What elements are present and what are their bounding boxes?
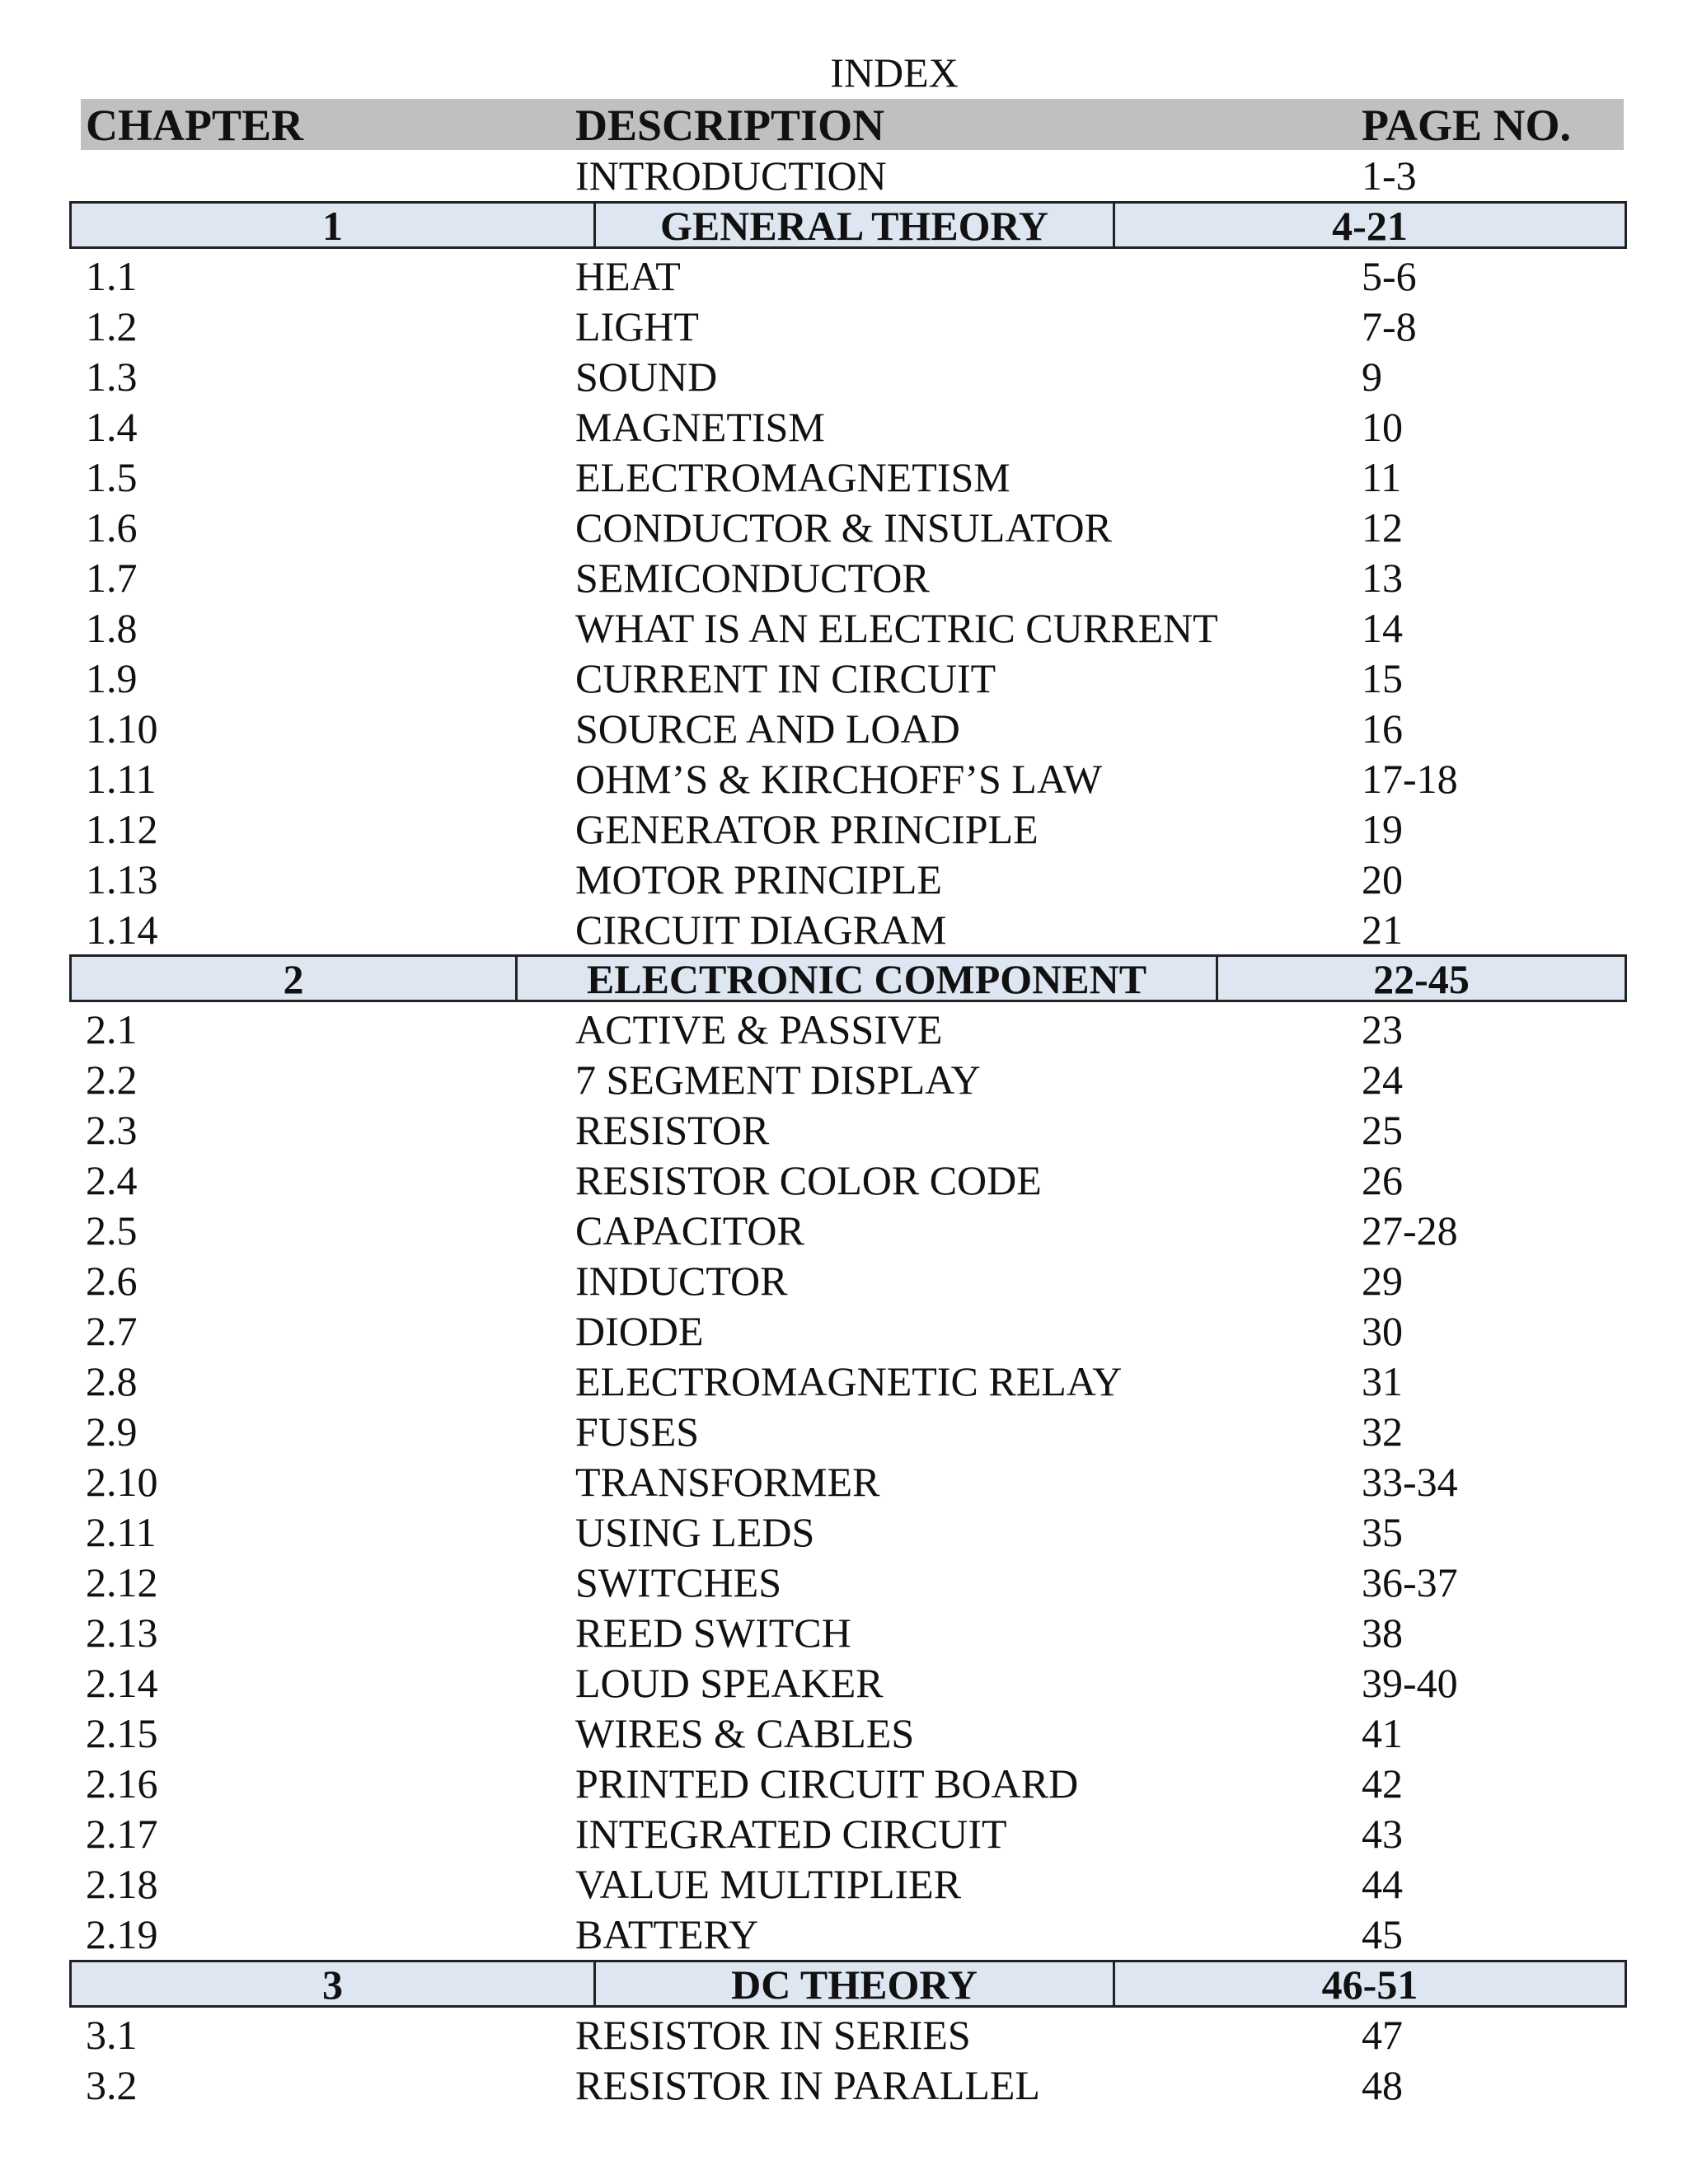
section-number: 2.14: [86, 1660, 158, 1706]
section-row: [0, 553, 1688, 603]
section-title: CIRCUIT DIAGRAM: [575, 907, 947, 953]
section-number: 2.2: [86, 1057, 138, 1103]
section-page: 13: [1362, 555, 1403, 601]
section-number: 2.9: [86, 1408, 138, 1455]
header-page-no: PAGE NO.: [1362, 101, 1571, 150]
section-row: [0, 1055, 1688, 1105]
section-row: [0, 654, 1688, 704]
section-page: 27-28: [1362, 1207, 1458, 1254]
chapter-pages: 22-45: [1373, 956, 1470, 1002]
section-page: 35: [1362, 1509, 1403, 1555]
section-row: [0, 603, 1688, 654]
section-number: 2.19: [86, 1911, 158, 1957]
section-page: 24: [1362, 1057, 1403, 1103]
chapter-title: GENERAL THEORY: [659, 203, 1049, 249]
chapter-pages: 4-21: [1332, 203, 1408, 249]
section-number: 1.6: [86, 504, 138, 551]
section-page: 33-34: [1362, 1459, 1458, 1505]
section-title: OHM’S & KIRCHOFF’S LAW: [575, 756, 1103, 802]
section-page: 15: [1362, 655, 1403, 701]
header-description: DESCRIPTION: [575, 101, 885, 150]
section-title: RESISTOR IN PARALLEL: [575, 2062, 1040, 2108]
section-row: [0, 1155, 1688, 1206]
section-number: 1.5: [86, 454, 138, 500]
section-title: DIODE: [575, 1308, 704, 1354]
section-page: 20: [1362, 856, 1403, 902]
section-title: FUSES: [575, 1408, 700, 1455]
section-row: [0, 503, 1688, 553]
section-row: [0, 251, 1688, 302]
section-number: 2.11: [86, 1509, 157, 1555]
section-title: SOUND: [575, 354, 718, 400]
page-title: INDEX: [830, 49, 959, 96]
section-title: REED SWITCH: [575, 1610, 851, 1656]
section-title: CURRENT IN CIRCUIT: [575, 655, 996, 701]
section-page: 25: [1362, 1107, 1403, 1153]
section-page: 17-18: [1362, 756, 1458, 802]
section-title: INTEGRATED CIRCUIT: [575, 1811, 1007, 1857]
section-page: 23: [1362, 1006, 1403, 1052]
section-title: RESISTOR: [575, 1107, 770, 1153]
chapter-title: ELECTRONIC COMPONENT: [586, 956, 1147, 1002]
section-page: 47: [1362, 2012, 1403, 2058]
section-page: 29: [1362, 1258, 1403, 1304]
section-row: [0, 804, 1688, 855]
section-row: [0, 704, 1688, 754]
header-chapter: CHAPTER: [86, 101, 304, 150]
section-title: TRANSFORMER: [575, 1459, 880, 1505]
section-title: RESISTOR IN SERIES: [575, 2012, 971, 2058]
section-title: CAPACITOR: [575, 1207, 804, 1254]
section-row: [0, 1105, 1688, 1155]
section-row: [0, 1457, 1688, 1507]
section-title: MAGNETISM: [575, 404, 825, 450]
section-number: 1.11: [86, 756, 157, 802]
section-page: 12: [1362, 504, 1403, 551]
section-number: 2.13: [86, 1610, 158, 1656]
section-page: 9: [1362, 354, 1382, 400]
section-row: [0, 1708, 1688, 1759]
section-row: [0, 302, 1688, 352]
section-page: 43: [1362, 1811, 1403, 1857]
section-number: 1.13: [86, 856, 158, 902]
section-page: 45: [1362, 1911, 1403, 1957]
section-page: 41: [1362, 1710, 1403, 1756]
section-number: 2.10: [86, 1459, 158, 1505]
introduction-page: 1-3: [1362, 152, 1417, 199]
section-title: INDUCTOR: [575, 1258, 788, 1304]
chapter-pages: 46-51: [1321, 1961, 1418, 2008]
section-page: 21: [1362, 907, 1403, 953]
section-number: 1.9: [86, 655, 138, 701]
section-row: [0, 1407, 1688, 1457]
section-page: 38: [1362, 1610, 1403, 1656]
section-row: [0, 1859, 1688, 1910]
section-title: LIGHT: [575, 303, 699, 349]
section-row: [0, 1910, 1688, 1960]
section-number: 2.17: [86, 1811, 158, 1857]
section-page: 36-37: [1362, 1559, 1458, 1605]
section-number: 1.8: [86, 605, 138, 651]
section-row: [0, 352, 1688, 402]
introduction-description: INTRODUCTION: [575, 152, 887, 199]
section-title: RESISTOR COLOR CODE: [575, 1157, 1042, 1203]
section-number: 1.4: [86, 404, 138, 450]
section-row: [0, 1306, 1688, 1357]
section-page: 30: [1362, 1308, 1403, 1354]
section-number: 2.16: [86, 1760, 158, 1807]
table-header: [81, 99, 1624, 150]
section-number: 1.3: [86, 354, 138, 400]
section-page: 48: [1362, 2062, 1403, 2108]
section-number: 1.7: [86, 555, 138, 601]
section-number: 2.5: [86, 1207, 138, 1254]
section-title: MOTOR PRINCIPLE: [575, 856, 942, 902]
section-row: [0, 855, 1688, 905]
section-page: 11: [1362, 454, 1402, 500]
section-title: HEAT: [575, 253, 681, 299]
section-title: 7 SEGMENT DISPLAY: [575, 1057, 981, 1103]
section-page: 42: [1362, 1760, 1403, 1807]
section-title: WHAT IS AN ELECTRIC CURRENT: [575, 605, 1218, 651]
section-number: 3.1: [86, 2012, 138, 2058]
section-page: 32: [1362, 1408, 1403, 1455]
section-number: 2.4: [86, 1157, 138, 1203]
section-row: [0, 452, 1688, 503]
section-title: BATTERY: [575, 1911, 759, 1957]
section-row: [0, 402, 1688, 452]
section-number: 2.3: [86, 1107, 138, 1153]
section-row: [0, 1809, 1688, 1859]
section-row: [0, 1357, 1688, 1407]
section-number: 2.18: [86, 1861, 158, 1907]
section-title: ACTIVE & PASSIVE: [575, 1006, 943, 1052]
section-page: 10: [1362, 404, 1403, 450]
section-number: 2.1: [86, 1006, 138, 1052]
section-page: 44: [1362, 1861, 1403, 1907]
section-title: USING LEDS: [575, 1509, 815, 1555]
section-title: ELECTROMAGNETIC RELAY: [575, 1358, 1123, 1404]
section-row: [0, 1005, 1688, 1055]
section-title: SOURCE AND LOAD: [575, 705, 960, 752]
section-row: [0, 2060, 1688, 2111]
section-number: 1.10: [86, 705, 158, 752]
section-page: 39-40: [1362, 1660, 1458, 1706]
section-page: 5-6: [1362, 253, 1417, 299]
section-row: [0, 754, 1688, 804]
section-number: 1.14: [86, 907, 158, 953]
section-title: WIRES & CABLES: [575, 1710, 915, 1756]
section-title: SWITCHES: [575, 1559, 781, 1605]
section-number: 1.2: [86, 303, 138, 349]
section-number: 2.7: [86, 1308, 138, 1354]
chapter-title: DC THEORY: [731, 1961, 978, 2008]
section-number: 1.12: [86, 806, 158, 852]
section-title: CONDUCTOR & INSULATOR: [575, 504, 1113, 551]
section-number: 2.15: [86, 1710, 158, 1756]
chapter-number: 3: [322, 1961, 343, 2008]
section-row: [0, 905, 1688, 955]
section-title: SEMICONDUCTOR: [575, 555, 930, 601]
section-title: GENERATOR PRINCIPLE: [575, 806, 1039, 852]
section-title: ELECTROMAGNETISM: [575, 454, 1010, 500]
section-row: [0, 1206, 1688, 1256]
section-number: 3.2: [86, 2062, 138, 2108]
section-number: 2.12: [86, 1559, 158, 1605]
section-page: 19: [1362, 806, 1403, 852]
section-page: 14: [1362, 605, 1403, 651]
chapter-header-3: [69, 1960, 1627, 2008]
section-page: 31: [1362, 1358, 1403, 1404]
section-title: PRINTED CIRCUIT BOARD: [575, 1760, 1079, 1807]
section-page: 7-8: [1362, 303, 1417, 349]
chapter-number: 1: [322, 203, 343, 249]
chapter-header-2: [69, 954, 1627, 1002]
section-row: [0, 2010, 1688, 2060]
section-number: 2.8: [86, 1358, 138, 1404]
section-row: [0, 1507, 1688, 1558]
chapter-number: 2: [283, 956, 304, 1002]
section-row: [0, 1608, 1688, 1658]
section-row: [0, 1759, 1688, 1809]
section-row: [0, 1256, 1688, 1306]
section-title: LOUD SPEAKER: [575, 1660, 884, 1706]
introduction-row: [0, 151, 1688, 201]
section-row: [0, 1558, 1688, 1608]
chapter-header-1: [69, 201, 1627, 249]
section-number: 2.6: [86, 1258, 138, 1304]
section-number: 1.1: [86, 253, 138, 299]
section-page: 26: [1362, 1157, 1403, 1203]
section-title: VALUE MULTIPLIER: [575, 1861, 962, 1907]
section-page: 16: [1362, 705, 1403, 752]
section-row: [0, 1658, 1688, 1708]
